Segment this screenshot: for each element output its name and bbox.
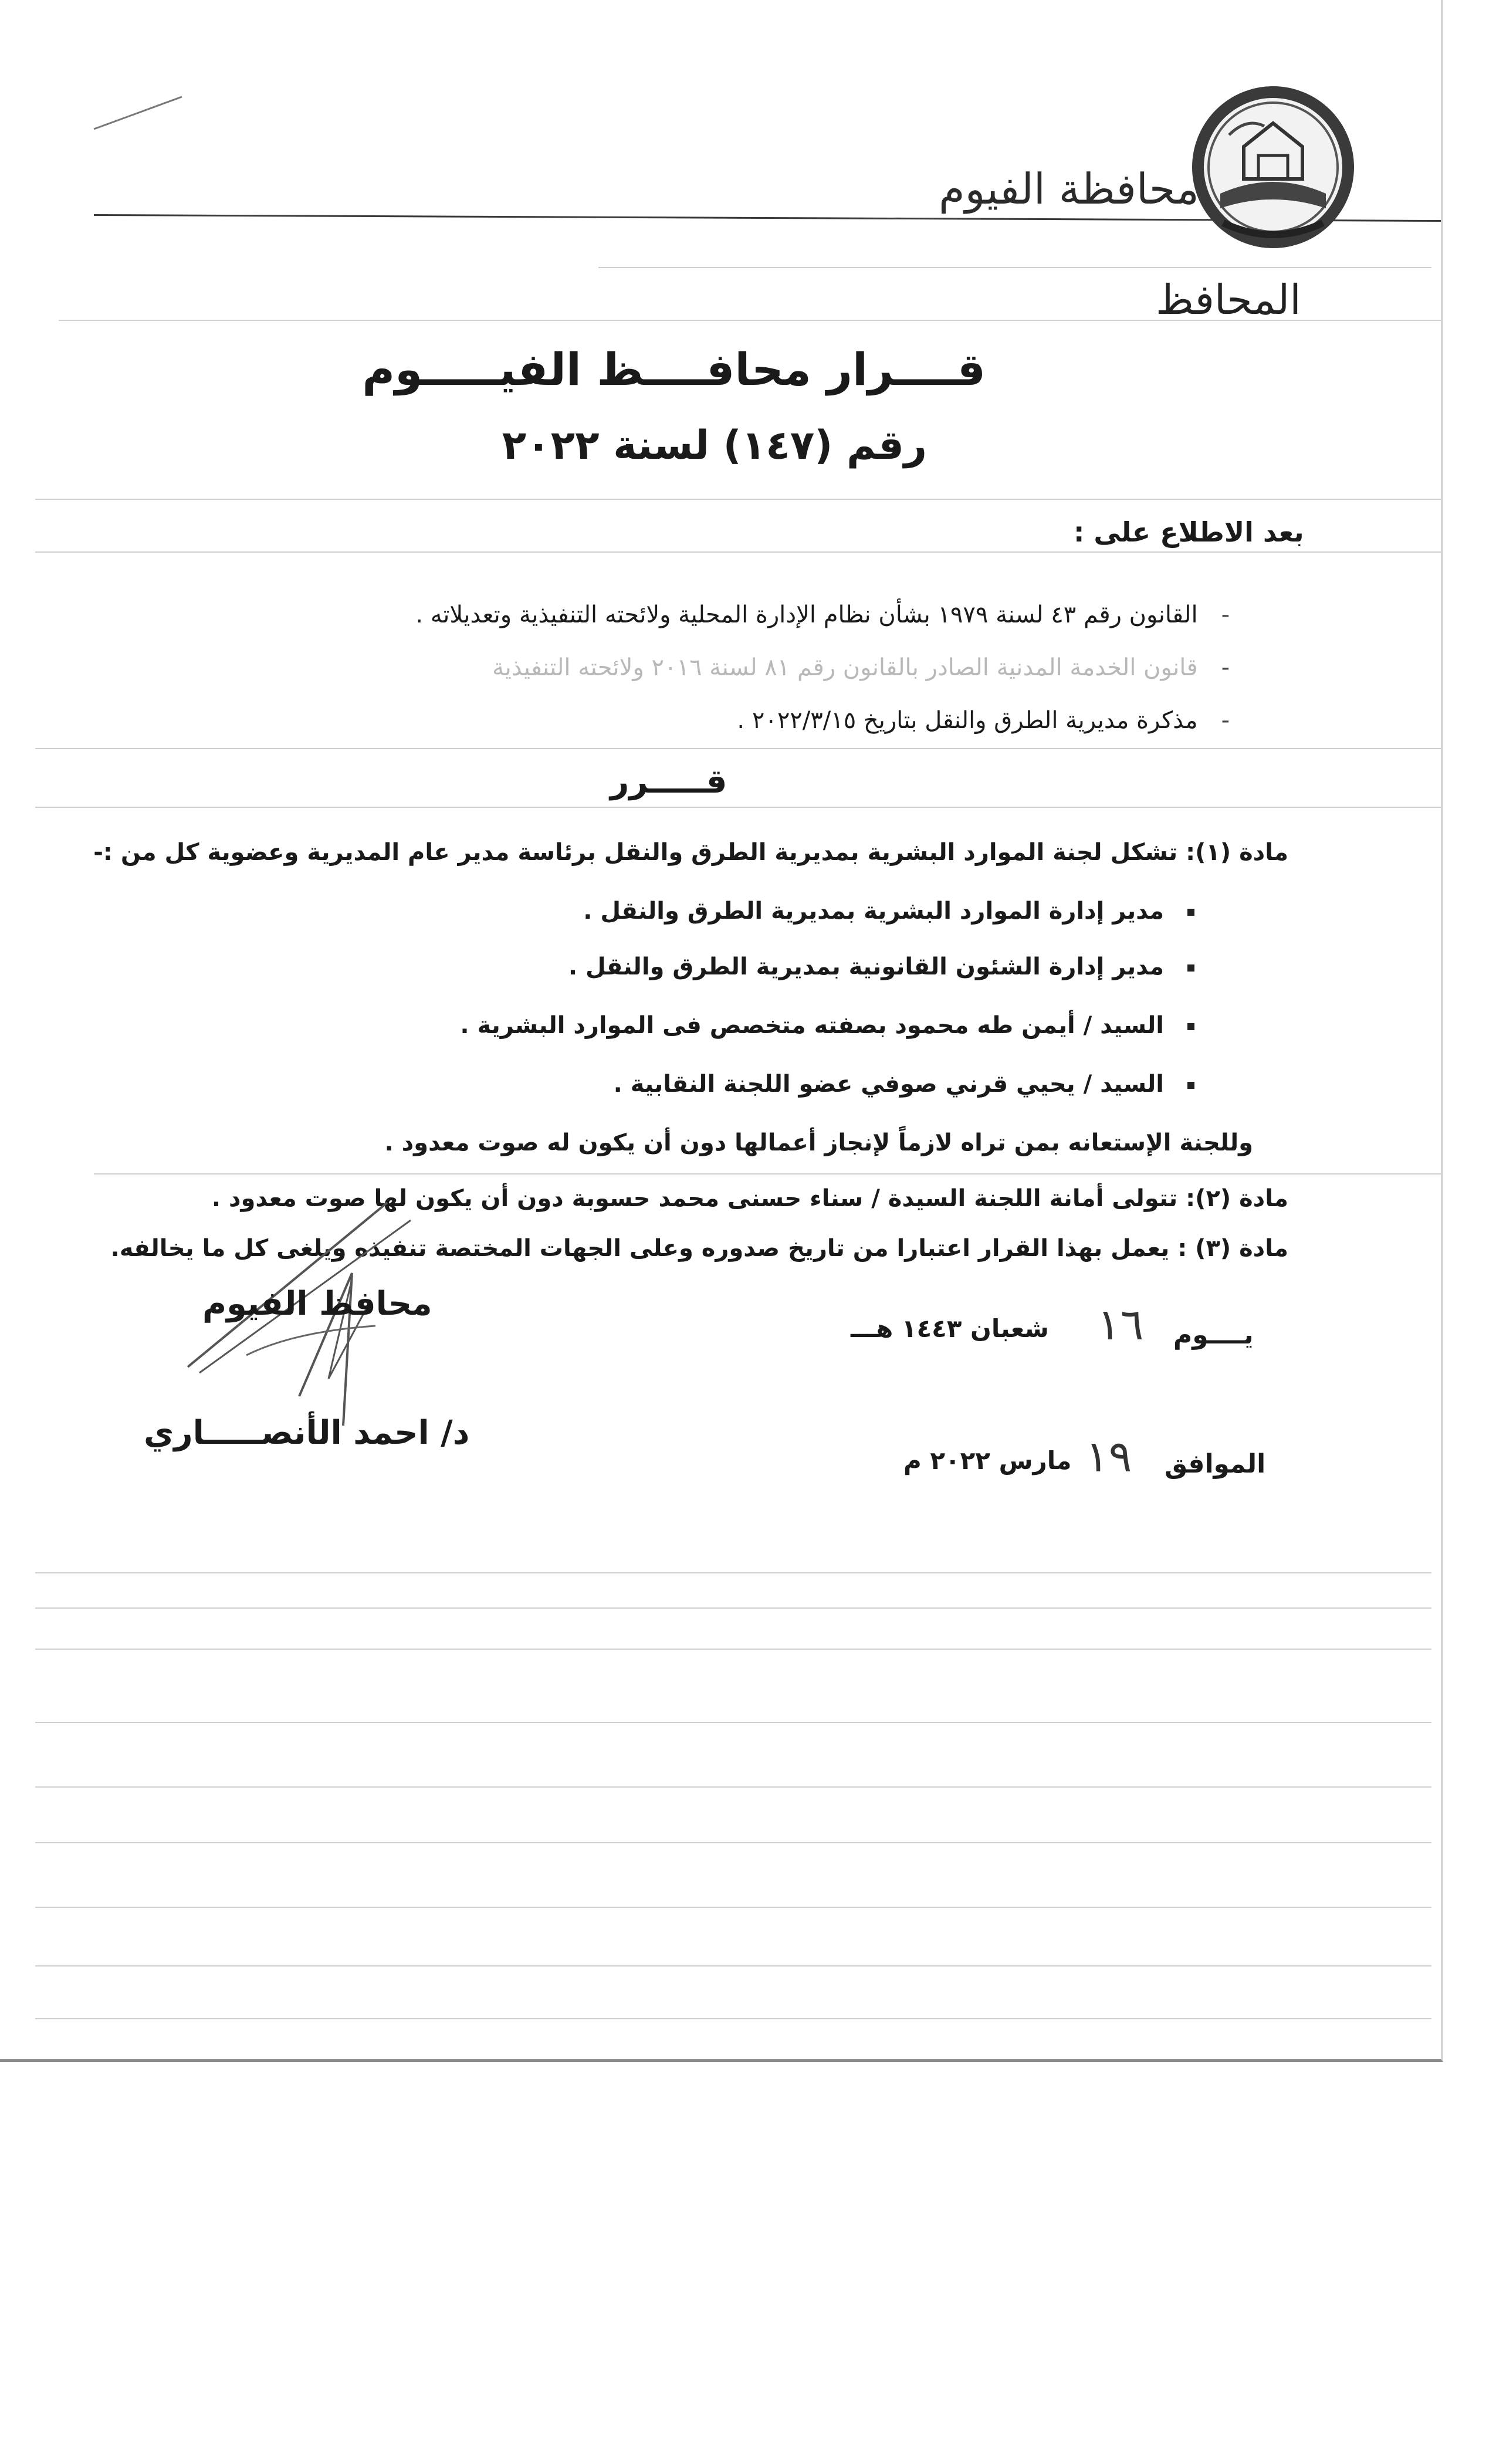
decree-number: رقم (١٤٧) لسنة ٢٠٢٢ bbox=[502, 422, 927, 469]
member-text: السيد / أيمن طه محمود بصفته متخصص فى الموارد البشرية . bbox=[460, 1012, 1164, 1039]
scan-rule bbox=[35, 1842, 1431, 1843]
gregorian-day-handwritten: ١٩ bbox=[1085, 1431, 1132, 1482]
decided-heading: قـــــرر bbox=[610, 763, 727, 801]
day-label: يــــوم bbox=[1173, 1320, 1254, 1350]
bullet-icon bbox=[1187, 1082, 1194, 1089]
bullet-icon bbox=[1187, 909, 1194, 916]
committee-member bbox=[583, 898, 1194, 925]
article-3-text: يعمل بهذا القرار اعتبارا من تاريخ صدوره وعلى الجهات المختصة تنفيذه ويلغى كل ما يخالفه. bbox=[110, 1235, 1170, 1262]
scan-rule bbox=[35, 807, 1443, 808]
office-title: المحافظ bbox=[1156, 276, 1301, 324]
scan-rule bbox=[35, 1572, 1431, 1573]
reference-dash: - bbox=[1221, 601, 1230, 628]
preamble-heading: بعد الاطلاع على : bbox=[1074, 516, 1304, 548]
committee-note: وللجنة الإستعانه بمن تراه لازماً لإنجاز أعمالها دون أن يكون له صوت معدود . bbox=[384, 1129, 1253, 1156]
scan-rule bbox=[598, 267, 1431, 268]
bullet-icon bbox=[1187, 1023, 1194, 1030]
member-text: السيد / يحيي قرني صوفي عضو اللجنة النقابية . bbox=[613, 1071, 1164, 1098]
pen-mark-icon bbox=[88, 88, 188, 135]
scan-rule bbox=[35, 551, 1443, 553]
scan-rule bbox=[35, 1607, 1431, 1609]
bullet-icon bbox=[1187, 964, 1194, 972]
reference-item bbox=[415, 601, 1230, 628]
governorate-seal-icon bbox=[1188, 82, 1358, 252]
committee-member bbox=[460, 1012, 1194, 1039]
member-text: مدير إدارة الموارد البشرية بمديرية الطرق والنقل . bbox=[583, 898, 1164, 925]
reference-item bbox=[492, 654, 1230, 681]
committee-member bbox=[568, 953, 1194, 980]
reference-text: القانون رقم ٤٣ لسنة ١٩٧٩ بشأن نظام الإدارة المحلية ولائحته التنفيذية وتعديلاته . bbox=[415, 601, 1198, 628]
day-handwritten: ١٦ bbox=[1097, 1299, 1144, 1350]
member-text: مدير إدارة الشئون القانونية بمديرية الطرق والنقل . bbox=[568, 953, 1164, 980]
gregorian-date: مارس ٢٠٢٢ م bbox=[903, 1446, 1072, 1475]
article-2-label: مادة (٢): bbox=[1186, 1185, 1288, 1212]
reference-text: مذكرة مديرية الطرق والنقل بتاريخ ٢٠٢٢/٣/١٥ . bbox=[737, 707, 1198, 734]
scan-rule bbox=[35, 2018, 1431, 2019]
scan-rule bbox=[94, 1173, 1443, 1175]
reference-text: قانون الخدمة المدنية الصادر بالقانون رقم ٨١ لسنة ٢٠١٦ ولائحته التنفيذية bbox=[492, 654, 1198, 681]
signature-title: محافظ الفيوم bbox=[202, 1285, 432, 1323]
reference-dash: - bbox=[1221, 707, 1230, 734]
scan-rule bbox=[35, 1965, 1431, 1967]
article-2-text: تتولى أمانة اللجنة السيدة / سناء حسنى محمد حسوبة دون أن يكون لها صوت معدود . bbox=[211, 1185, 1178, 1212]
governorate-name: محافظة الفيوم bbox=[939, 164, 1199, 214]
scan-rule bbox=[35, 1907, 1431, 1908]
committee-member bbox=[614, 1071, 1194, 1098]
article-3-label: مادة (٣) : bbox=[1177, 1235, 1288, 1262]
article-1-label: مادة (١): bbox=[1186, 839, 1288, 866]
article-1-text: تشكل لجنة الموارد البشرية بمديرية الطرق والنقل برئاسة مدير عام المديرية وعضوية كل من :- bbox=[93, 839, 1178, 866]
hijri-date: شعبان ١٤٤٣ هـــ bbox=[851, 1314, 1049, 1343]
scan-rule bbox=[35, 499, 1443, 500]
scan-rule bbox=[35, 1649, 1431, 1650]
reference-item bbox=[737, 707, 1230, 734]
reference-dash: - bbox=[1221, 654, 1230, 681]
article-1 bbox=[93, 839, 1288, 866]
scan-rule bbox=[35, 1786, 1431, 1788]
signature-name: د/ احمد الأنصـــــاري bbox=[144, 1414, 470, 1452]
scan-rule bbox=[35, 1722, 1431, 1723]
corresponding-label: الموافق bbox=[1165, 1449, 1266, 1479]
scan-rule bbox=[35, 748, 1443, 749]
decree-title: قــــرار محافــــظ الفيـــــوم bbox=[362, 343, 986, 395]
